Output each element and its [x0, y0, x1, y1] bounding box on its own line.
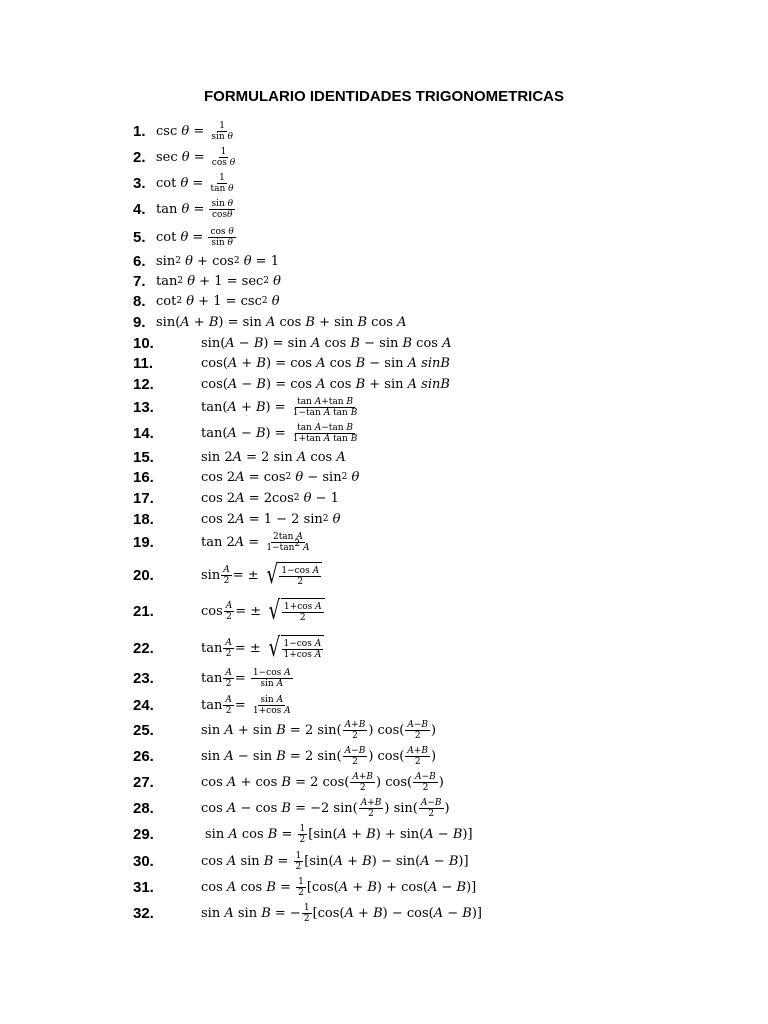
page-title: FORMULARIO IDENTIDADES TRIGONOMETRICAS [204, 88, 564, 105]
identity-number: 28. [133, 799, 154, 817]
identity-number: 22. [133, 639, 154, 657]
formula: tan 2 θ + 1 = sec 2 θ [156, 273, 281, 289]
formula: sin 2 A = 2 sin A cos A [201, 449, 346, 465]
identity-number: 11. [133, 354, 154, 372]
identity-number: 12. [133, 375, 154, 393]
formula: cos $\frac{A}{2}$ = ± √ $\frac{\text{1+cos A}}{2}$ [201, 598, 325, 624]
formula: cos 2 A = 2cos 2 θ − 1 [201, 490, 339, 506]
identity-number: 9. [133, 313, 146, 331]
identity-number: 3. [133, 174, 146, 192]
formula: sin A cos B = $\frac{1}{2}$ [sin( A + B ) + sin( A − B )] [205, 823, 473, 845]
identity-number: 18. [133, 510, 154, 528]
formula: cos( A − B ) = cos A cos B + sin A sinB [201, 376, 450, 392]
identity-number: 23. [133, 669, 154, 687]
formula: sin A + sin B = 2 sin( $\frac{A+B}{2}$ ) cos( $\frac{A-B}{2}$ ) [201, 719, 437, 741]
identity-number: 30. [133, 852, 154, 870]
identity-number: 17. [133, 489, 154, 507]
identity-number: 29. [133, 825, 154, 843]
identity-number: 25. [133, 721, 154, 739]
identity-number: 7. [133, 272, 146, 290]
formula: cos A cos B = $\frac{1}{2}$ [cos( A + B ) + cos( A − B )] [201, 876, 477, 898]
identity-number: 15. [133, 448, 154, 466]
identity-number: 5. [133, 228, 146, 246]
formula: cos A − cos B = −2 sin( $\frac{A+B}{2}$ ) sin( $\frac{A-B}{2}$ ) [201, 797, 450, 819]
identity-number: 13. [133, 398, 154, 416]
formula: tan( A − B ) = $\frac{\text{tan A−tan B}}{\text{1+tan A tan B}}$ [201, 422, 358, 444]
formula: sin( A − B ) = sin A cos B − sin B cos A [201, 335, 452, 351]
formula: csc θ = $\frac{1}{\text{sin θ}}$ [156, 120, 233, 142]
formula: cos 2 A = 1 − 2 sin 2 θ [201, 511, 341, 527]
identity-number: 6. [133, 252, 146, 270]
formula: tan θ = $\frac{\text{sin θ}}{\cos\theta}$ [156, 198, 234, 220]
identity-number: 20. [133, 566, 154, 584]
formula: cos A sin B = $\frac{1}{2}$ [sin( A + B ) − sin( A − B )] [201, 850, 469, 872]
identity-number: 19. [133, 533, 154, 551]
identity-number: 32. [133, 904, 154, 922]
formula: sin $\frac{A}{2}$ = ± √ $\frac{\text{1−cos A}}{2}$ [201, 562, 322, 588]
identity-number: 8. [133, 292, 146, 310]
formula: sin 2 θ + cos 2 θ = 1 [156, 253, 279, 269]
formula: cot θ = $\frac{1}{\text{tan θ}}$ [156, 172, 234, 194]
formula: sin( A + B ) = sin A cos B + sin B cos A [156, 314, 407, 330]
formula: cot θ = $\frac{\text{cos θ}}{\text{sin θ}}$ [156, 226, 234, 248]
identity-number: 16. [133, 468, 154, 486]
formula: tan 2 A = $\frac{\text{2tan A}}{1-\tan^2 A}$ [201, 531, 310, 553]
formula: tan $\frac{A}{2}$ = $\frac{\text{1−cos A}}{\text{sin A}}$ [201, 667, 291, 689]
formula: tan( A + B ) = $\frac{\text{tan A+tan B}}{\text{1−tan A tan B}}$ [201, 396, 358, 418]
identity-number: 26. [133, 747, 154, 765]
identity-number: 4. [133, 200, 146, 218]
formula: tan $\frac{A}{2}$ = $\frac{\text{sin A}}{\text{1+cos A}}$ [201, 694, 291, 716]
formula: cos A + cos B = 2 cos( $\frac{A+B}{2}$ ) cos( $\frac{A-B}{2}$ ) [201, 771, 444, 793]
identity-number: 14. [133, 424, 154, 442]
formula: cos( A + B ) = cos A cos B − sin A sinB [201, 355, 450, 371]
formula: cot 2 θ + 1 = csc 2 θ [156, 293, 280, 309]
identity-number: 27. [133, 773, 154, 791]
identity-number: 1. [133, 122, 146, 140]
formula: sin A − sin B = 2 sin( $\frac{A-B}{2}$ ) cos( $\frac{A+B}{2}$ ) [201, 745, 437, 767]
formula: cos 2 A = cos 2 θ − sin 2 θ [201, 469, 360, 485]
identity-number: 10. [133, 334, 154, 352]
identity-number: 21. [133, 602, 154, 620]
identity-number: 24. [133, 696, 154, 714]
identity-number: 31. [133, 878, 154, 896]
formula: sec θ = $\frac{1}{\text{cos θ}}$ [156, 146, 236, 168]
identity-number: 2. [133, 148, 146, 166]
formula: sin A sin B = − $\frac{1}{2}$ [cos( A + B ) − cos( A − B )] [201, 902, 482, 924]
formula: tan $\frac{A}{2}$ = ± √ $\frac{\text{1−cos A}}{\text{1+cos A}}$ [201, 635, 324, 661]
